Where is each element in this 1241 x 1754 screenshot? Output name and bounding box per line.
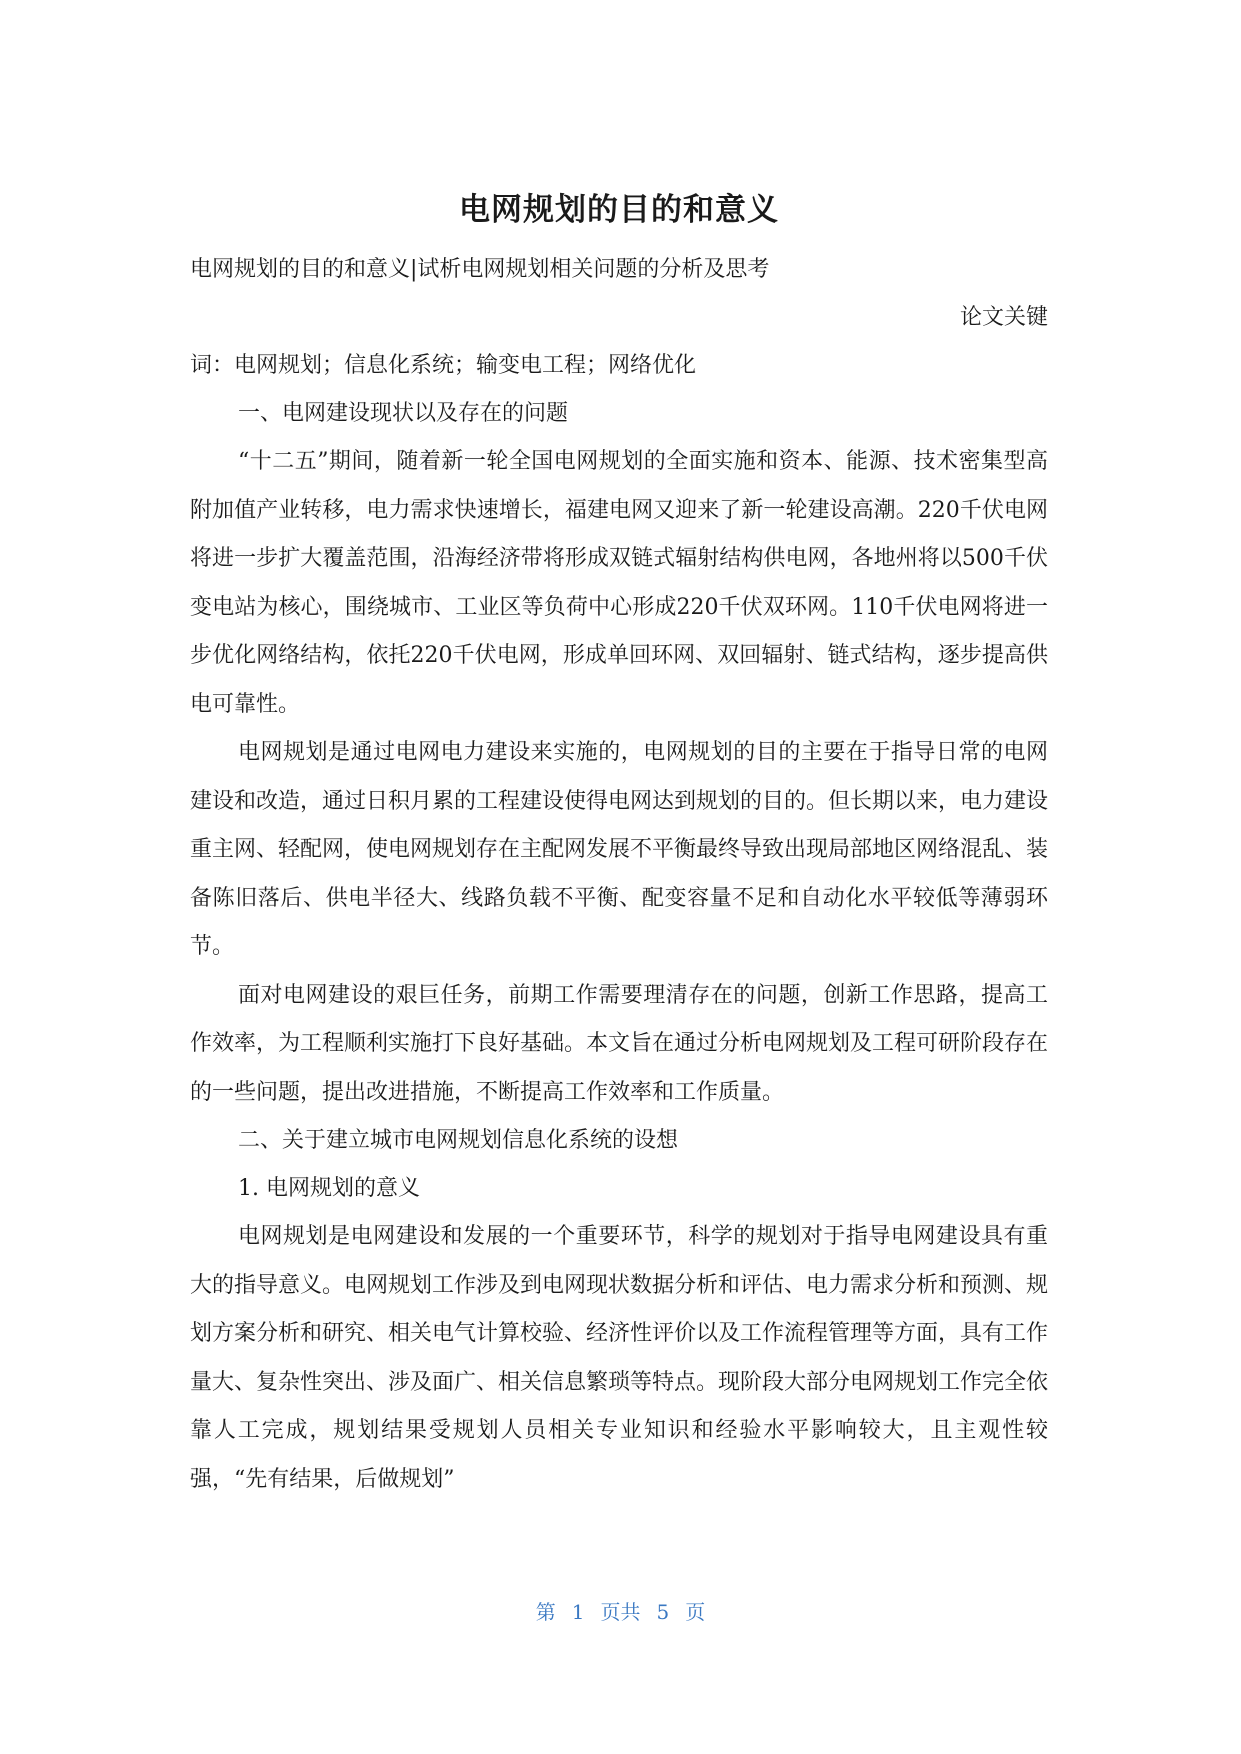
keywords-line: 词：电网规划；信息化系统；输变电工程；网络优化 <box>190 353 697 378</box>
document-body <box>190 190 1048 1504</box>
keywords-label: 论文关键 <box>959 305 1048 330</box>
subsection-heading-1: 1. 电网规划的意义 <box>238 1176 420 1201</box>
paragraph-1: “十二五”期间，随着新一轮全国电网规划的全面实施和资本、能源、技术密集型高附加值产业转移，电力需求快速增长，福建电网又迎来了新一轮建设高潮。220千伏电网将进一步扩大覆盖范围，沿海经济带将形成双链式辐射结构供电网，各地州将以500千伏变电站为核心，围绕城市、工业区等负荷中心形成220千伏双环网。110千伏电网将进一步优化网络结构，依托220千伏电网，形成单回环网、双回辐射、链式结构，逐步提高供电可靠性。 <box>190 449 1048 717</box>
footer-suffix: 页 <box>685 1600 706 1624</box>
page-footer <box>0 1598 1241 1626</box>
footer-total-pages: 5 <box>656 1600 670 1624</box>
document-title: 电网规划的目的和意义 <box>459 192 779 228</box>
paragraph-4: 电网规划是电网建设和发展的一个重要环节，科学的规划对于指导电网建设具有重大的指导意义。电网规划工作涉及到电网现状数据分析和评估、电力需求分析和预测、规划方案分析和研究、相关电气计算校验、经济性评价以及工作流程管理等方面，具有工作量大、复杂性突出、涉及面广、相关信息繁琐等特点。现阶段大部分电网规划工作完全依靠人工完成，规划结果受规划人员相关专业知识和经验水平影响较大，且主观性较强，“先有结果，后做规划” <box>190 1224 1049 1492</box>
paragraph-3: 面对电网建设的艰巨任务，前期工作需要理清存在的问题，创新工作思路，提高工作效率，为工程顺利实施打下良好基础。本文旨在通过分析电网规划及工程可研阶段存在的一些问题，提出改进措施，不断提高工作效率和工作质量。 <box>190 982 1049 1105</box>
paragraph-2: 电网规划是通过电网电力建设来实施的，电网规划的目的主要在于指导日常的电网建设和改造，通过日积月累的工程建设使得电网达到规划的目的。但长期以来，电力建设重主网、轻配网，使电网规划存在主配网发展不平衡最终导致出现局部地区网络混乱、装备陈旧落后、供电半径大、线路负载不平衡、配变容量不足和自动化水平较低等薄弱环节。 <box>190 740 1049 959</box>
footer-prefix: 第 <box>535 1600 556 1624</box>
section-heading-2: 二、关于建立城市电网规划信息化系统的设想 <box>238 1128 679 1153</box>
footer-page-number: 1 <box>571 1600 585 1624</box>
section-heading-1: 一、电网建设现状以及存在的问题 <box>238 401 569 426</box>
footer-middle: 页共 <box>600 1600 641 1624</box>
document-subtitle: 电网规划的目的和意义|试析电网规划相关问题的分析及思考 <box>190 257 770 282</box>
